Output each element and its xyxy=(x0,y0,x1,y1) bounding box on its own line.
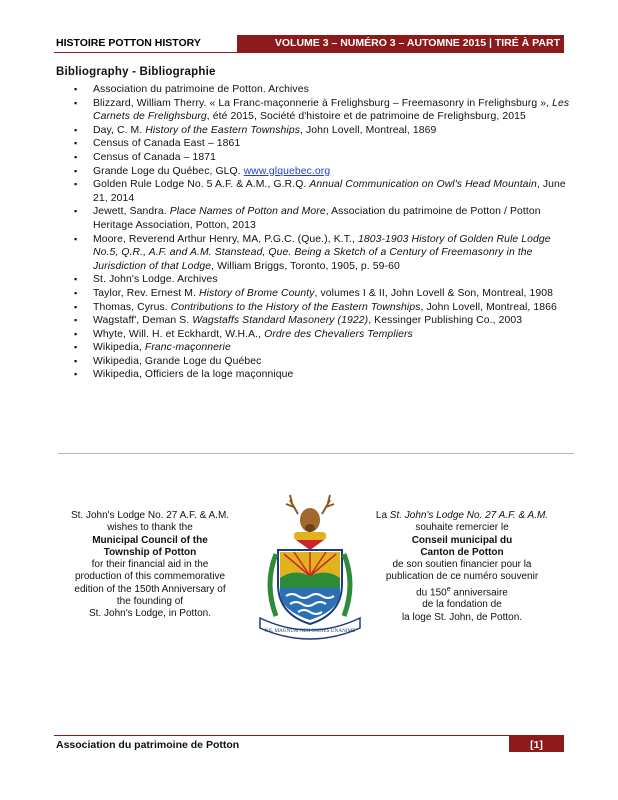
bib-item: ▪ St. John's Lodge. Archives xyxy=(74,273,574,287)
bibliography-title: Bibliography - Bibliographie xyxy=(56,66,216,78)
bib-item: ▪ Jewett, Sandra. Place Names of Potton and More, Association du patrimoine de Potton / Potton Heritage Association, Potton, 2013 xyxy=(74,205,574,232)
thanks-english: St. John's Lodge No. 27 A.F. & A.M. wishes to thank the Municipal Council of the Township of Potton for their financial aid in the production of this commemorative edition of the 150th Anniversary of the founding of St. John's Lodge, in Potton. xyxy=(70,510,230,620)
footer-publisher: Association du patrimoine de Potton xyxy=(56,739,240,751)
bib-item: ▪ Wikipedia, Officiers de la loge maçonnique xyxy=(74,368,574,382)
footer-rule xyxy=(54,735,564,736)
header-title: HISTOIRE POTTON HISTORY xyxy=(56,37,201,49)
bib-item: ▪ Wikipedia, Franc-maçonnerie xyxy=(74,341,574,355)
header-rule xyxy=(54,52,564,53)
bib-item: ▪ Whyte, Will. H. et Eckhardt, W.H.A., Ordre des Chevaliers Templiers xyxy=(74,328,574,342)
thanks-french: La St. John's Lodge No. 27 A.F. & A.M. souhaite remercier le Conseil municipal du Canton de Potton de son soutien financier pour la publication de ce numéro souvenir du 150e anniversaire de la fondation de la loge St. John, de Potton. xyxy=(375,510,549,623)
header-issue: VOLUME 3 – NUMÉRO 3 – AUTOMNE 2015 | TIRÉ À PART xyxy=(237,35,564,52)
bib-item: ▪ Blizzard, William Therry. « La Franc-maçonnerie à Frelighsburg – Freemasonry in Frelighsburg », Les Carnets de Frelighsburg, été 2015, Société d'histoire et de patrimoine de Frelighsburg, 2015 xyxy=(74,97,574,124)
potton-coat-of-arms xyxy=(254,492,366,640)
bib-item: ▪ Thomas, Cyrus. Contributions to the History of the Eastern Townships, John Lovell, Montreal, 1866 xyxy=(74,301,574,315)
bib-item: ▪ Wagstaff', Deman S. Wagstaffs Standard Masonery (1922), Kessinger Publishing Co., 2003 xyxy=(74,314,574,328)
bib-item: ▪ Grande Loge du Québec, GLQ. www.glquebec.org xyxy=(74,165,574,179)
page-number: [1] xyxy=(509,736,564,752)
bib-item: ▪ Taylor, Rev. Ernest M. History of Brome County, volumes I & II, John Lovell & Son, Montreal, 1908 xyxy=(74,287,574,301)
bib-item: ▪ Golden Rule Lodge No. 5 A.F. & A.M., G.R.Q. Annual Communication on Owl's Head Mountain, June 21, 2014 xyxy=(74,178,574,205)
bib-item: ▪ Wikipedia, Grande Loge du Québec xyxy=(74,355,574,369)
page-footer xyxy=(54,735,564,752)
bib-item: ▪ Association du patrimoine de Potton. Archives xyxy=(74,83,574,97)
bib-item: ▪ Census of Canada East – 1861 xyxy=(74,137,574,151)
glquebec-link[interactable]: www.glquebec.org xyxy=(243,165,331,177)
bib-item: ▪ Day, C. M. History of the Eastern Townships, John Lovell, Montreal, 1869 xyxy=(74,124,574,138)
bibliography-list xyxy=(74,83,574,382)
bib-item: ▪ Moore, Reverend Arthur Henry, MA, P.G.C. (Que.), K.T., 1803-1903 History of Golden Rule Lodge No.5, Q.R., A.F. and A.M. Stanstead, Que. Being a Sketch of a Century of Freemasonry in the Jurisdiction of that Lodge, William Briggs, Toronto, 1905, p. 59-60 xyxy=(74,233,574,274)
page-header xyxy=(54,35,564,52)
crest-motto: NIL MAGNUM NISI OMNES UNANIME xyxy=(264,628,356,634)
bib-item: ▪ Census of Canada – 1871 xyxy=(74,151,574,165)
section-divider xyxy=(58,453,574,454)
